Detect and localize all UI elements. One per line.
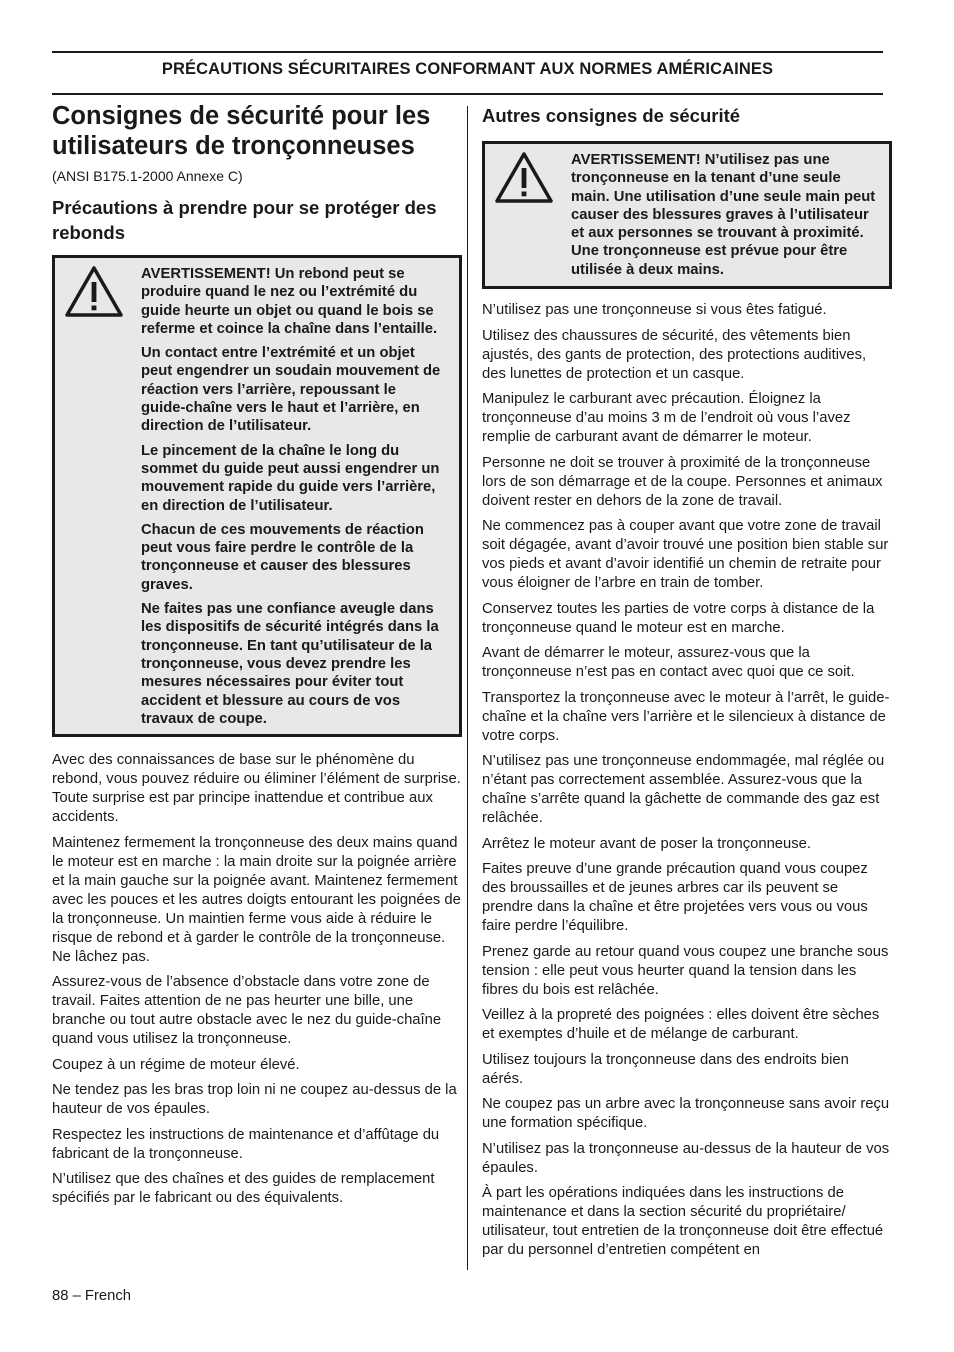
body-paragraph: Faites preuve d’une grande précaution quand vous coupez des broussailles et de jeunes arbres car ils peuvent se prendre dans la chaîne et être projetées vers vous ou vous faire perdre l’équilibre.: [482, 861, 868, 935]
body-paragraph: Maintenez fermement la tronçonneuse des deux mains quand le moteur est en marche : la main droite sur la poignée arrière et la main gauche sur la poignée avant. Maintenez fermement avec les pouces et les autres doigts entourant les poignées de la tronçonneuse. Un maintien ferme vous aide à réduire le risque de rebond et à garder le contrôle de la tronçonneuse. Ne lâchez pas.: [52, 834, 461, 965]
section-title: Consignes de sécurité pour les utilisateurs de tronçonneuses: [52, 102, 431, 160]
warning-paragraph: AVERTISSEMENT! Un rebond peut se produire quand le nez ou l’extrémité du guide heurte un objet ou quand le bois se referme et coince la chaîne dans l’entaille.: [141, 266, 438, 337]
body-paragraph: Avant de démarrer le moteur, assurez-vous que la tronçonneuse n’est pas en contact avec quoi que ce soit.: [482, 645, 855, 681]
body-paragraph: Avec des connaissances de base sur le phénomène du rebond, vous pouvez réduire ou éliminer l’élément de surprise. Toute surprise est par principe inattendue et contribue aux accidents.: [52, 752, 461, 826]
left-column: [52, 100, 462, 1215]
header-rule-bottom: [52, 93, 883, 95]
body-paragraph: Respectez les instructions de maintenance et d’affûtage du fabricant de la tronçonneuse.: [52, 1126, 440, 1162]
body-paragraph: N’utilisez que des chaînes et des guides de remplacement spécifiés par le fabricant ou des équivalents.: [52, 1171, 435, 1207]
body-paragraph: Veillez à la propreté des poignées : elles doivent être sèches et exemptes d’huile et de mélange de carburant.: [482, 1007, 880, 1043]
body-paragraph: Arrêtez le moteur avant de poser la tronçonneuse.: [482, 835, 812, 852]
standard-reference: (ANSI B175.1-2000 Annexe C): [52, 168, 243, 184]
body-paragraph: Prenez garde au retour quand vous coupez une branche sous tension : elle peut vous heurter quand la tension dans les fibres du bois est relâchée.: [482, 943, 889, 998]
warning-paragraph: Ne faites pas une confiance aveugle dans les dispositifs de sécurité intégrés dans la tronçonneuse. En tant qu’utilisateur de la tronçonneuse, vous devez prendre les mesures nécessaires pour éviter tout accident et blessure au cours de vos travaux de coupe.: [141, 601, 439, 727]
body-paragraph: Conservez toutes les parties de votre corps à distance de la tronçonneuse quand le moteur est en marche.: [482, 600, 875, 636]
warning-paragraph: Chacun de ces mouvements de réaction peut vous faire perdre le contrôle de la tronçonneuse et causer des blessures graves.: [141, 521, 424, 593]
warning-paragraph: Le pincement de la chaîne le long du sommet du guide peut aussi engendrer un mouvement rapide du guide vers l’arrière, en direction de l’utilisateur.: [141, 442, 440, 514]
page-number: 88 – French: [52, 1288, 131, 1304]
left-body-text: [52, 751, 462, 1208]
body-paragraph: À part les opérations indiquées dans les instructions de maintenance et dans la section sécurité du propriétaire/ utilisateur, tout entretien de la tronçonneuse doit être effectué par du personnel d’entretien compétent en: [482, 1185, 884, 1259]
body-paragraph: Transportez la tronçonneuse avec le moteur à l’arrêt, le guide-chaîne et la chaîne vers l’arrière et le silencieux à distance de votre corps.: [482, 689, 890, 744]
body-paragraph: Utilisez toujours la tronçonneuse dans des endroits bien aérés.: [482, 1051, 849, 1087]
body-paragraph: N’utilisez pas une tronçonneuse si vous êtes fatigué.: [482, 302, 827, 319]
right-body-text: [482, 301, 890, 1260]
body-paragraph: N’utilisez pas la tronçonneuse au-dessus de la hauteur de vos épaules.: [482, 1140, 890, 1176]
warning-paragraph: AVERTISSEMENT! N’utilisez pas une tronçonneuse en la tenant d’une seule main. Une utilisation d’une seule main peut causer des blessures graves à l’utilisateur et aux personnes se trouvant à proximité. Une tronçonneuse est prévue pour être utilisée à deux mains.: [571, 152, 876, 278]
warning-paragraph: Un contact entre l’extrémité et un objet peut engendrer un soudain mouvement de réaction vers l’arrière, repoussant le guide-chaîne vers le haut et l’arrière, en direction de l’utilisateur.: [141, 345, 441, 435]
body-paragraph: Manipulez le carburant avec précaution. Éloignez la tronçonneuse d’au moins 3 m de l’endroit où vous l’avez remplie de carburant avant de démarrer le moteur.: [482, 391, 851, 446]
kickback-warning-box: [52, 255, 462, 737]
body-paragraph: Ne commencez pas à couper avant que votre zone de travail soit dégagée, avant d’avoir trouvé une position bien stable sur vos pieds et avant d’avoir identifié un chemin de retraite pour vous éloigner de l’arbre en train de tomber.: [482, 518, 889, 592]
column-divider: [467, 106, 468, 1270]
body-paragraph: Assurez-vous de l’absence d’obstacle dans votre zone de travail. Faites attention de ne pas heurter une bille, une branche ou tout autre obstacle avec le nez du guide-chaîne quand vous utilisez la tronçonneuse.: [52, 974, 442, 1048]
one-hand-warning-box: [482, 141, 892, 289]
body-paragraph: N’utilisez pas une tronçonneuse endommagée, mal réglée ou n’étant pas correctement assemblée. Assurez-vous que la chaîne s’arrête quand la gâchette de commande des gaz est relâchée.: [482, 753, 885, 827]
body-paragraph: Personne ne doit se trouver à proximité de la tronçonneuse lors de son démarrage et de la coupe. Personnes et animaux doivent rester en dehors de la zone de travail.: [482, 454, 883, 509]
body-paragraph: Utilisez des chaussures de sécurité, des vêtements bien ajustés, des gants de protection, des protections auditives, des lunettes de protection et un casque.: [482, 327, 867, 382]
body-paragraph: Ne tendez pas les bras trop loin ni ne coupez au-dessus de la hauteur de vos épaules.: [52, 1082, 457, 1118]
warning-triangle-icon: [494, 151, 554, 205]
body-paragraph: Ne coupez pas un arbre avec la tronçonneuse sans avoir reçu une formation spécifique.: [482, 1096, 890, 1132]
body-paragraph: Coupez à un régime de moteur élevé.: [52, 1056, 300, 1073]
warning-triangle-icon: [64, 265, 124, 319]
right-column: [482, 100, 890, 1267]
other-safety-subheading: Autres consignes de sécurité: [482, 105, 741, 126]
header-rule-top: [52, 51, 883, 53]
kickback-subheading: Précautions à prendre pour se protéger des rebonds: [52, 197, 437, 243]
page-header-title: PRÉCAUTIONS SÉCURITAIRES CONFORMANT AUX NORMES AMÉRICAINES: [161, 60, 774, 78]
